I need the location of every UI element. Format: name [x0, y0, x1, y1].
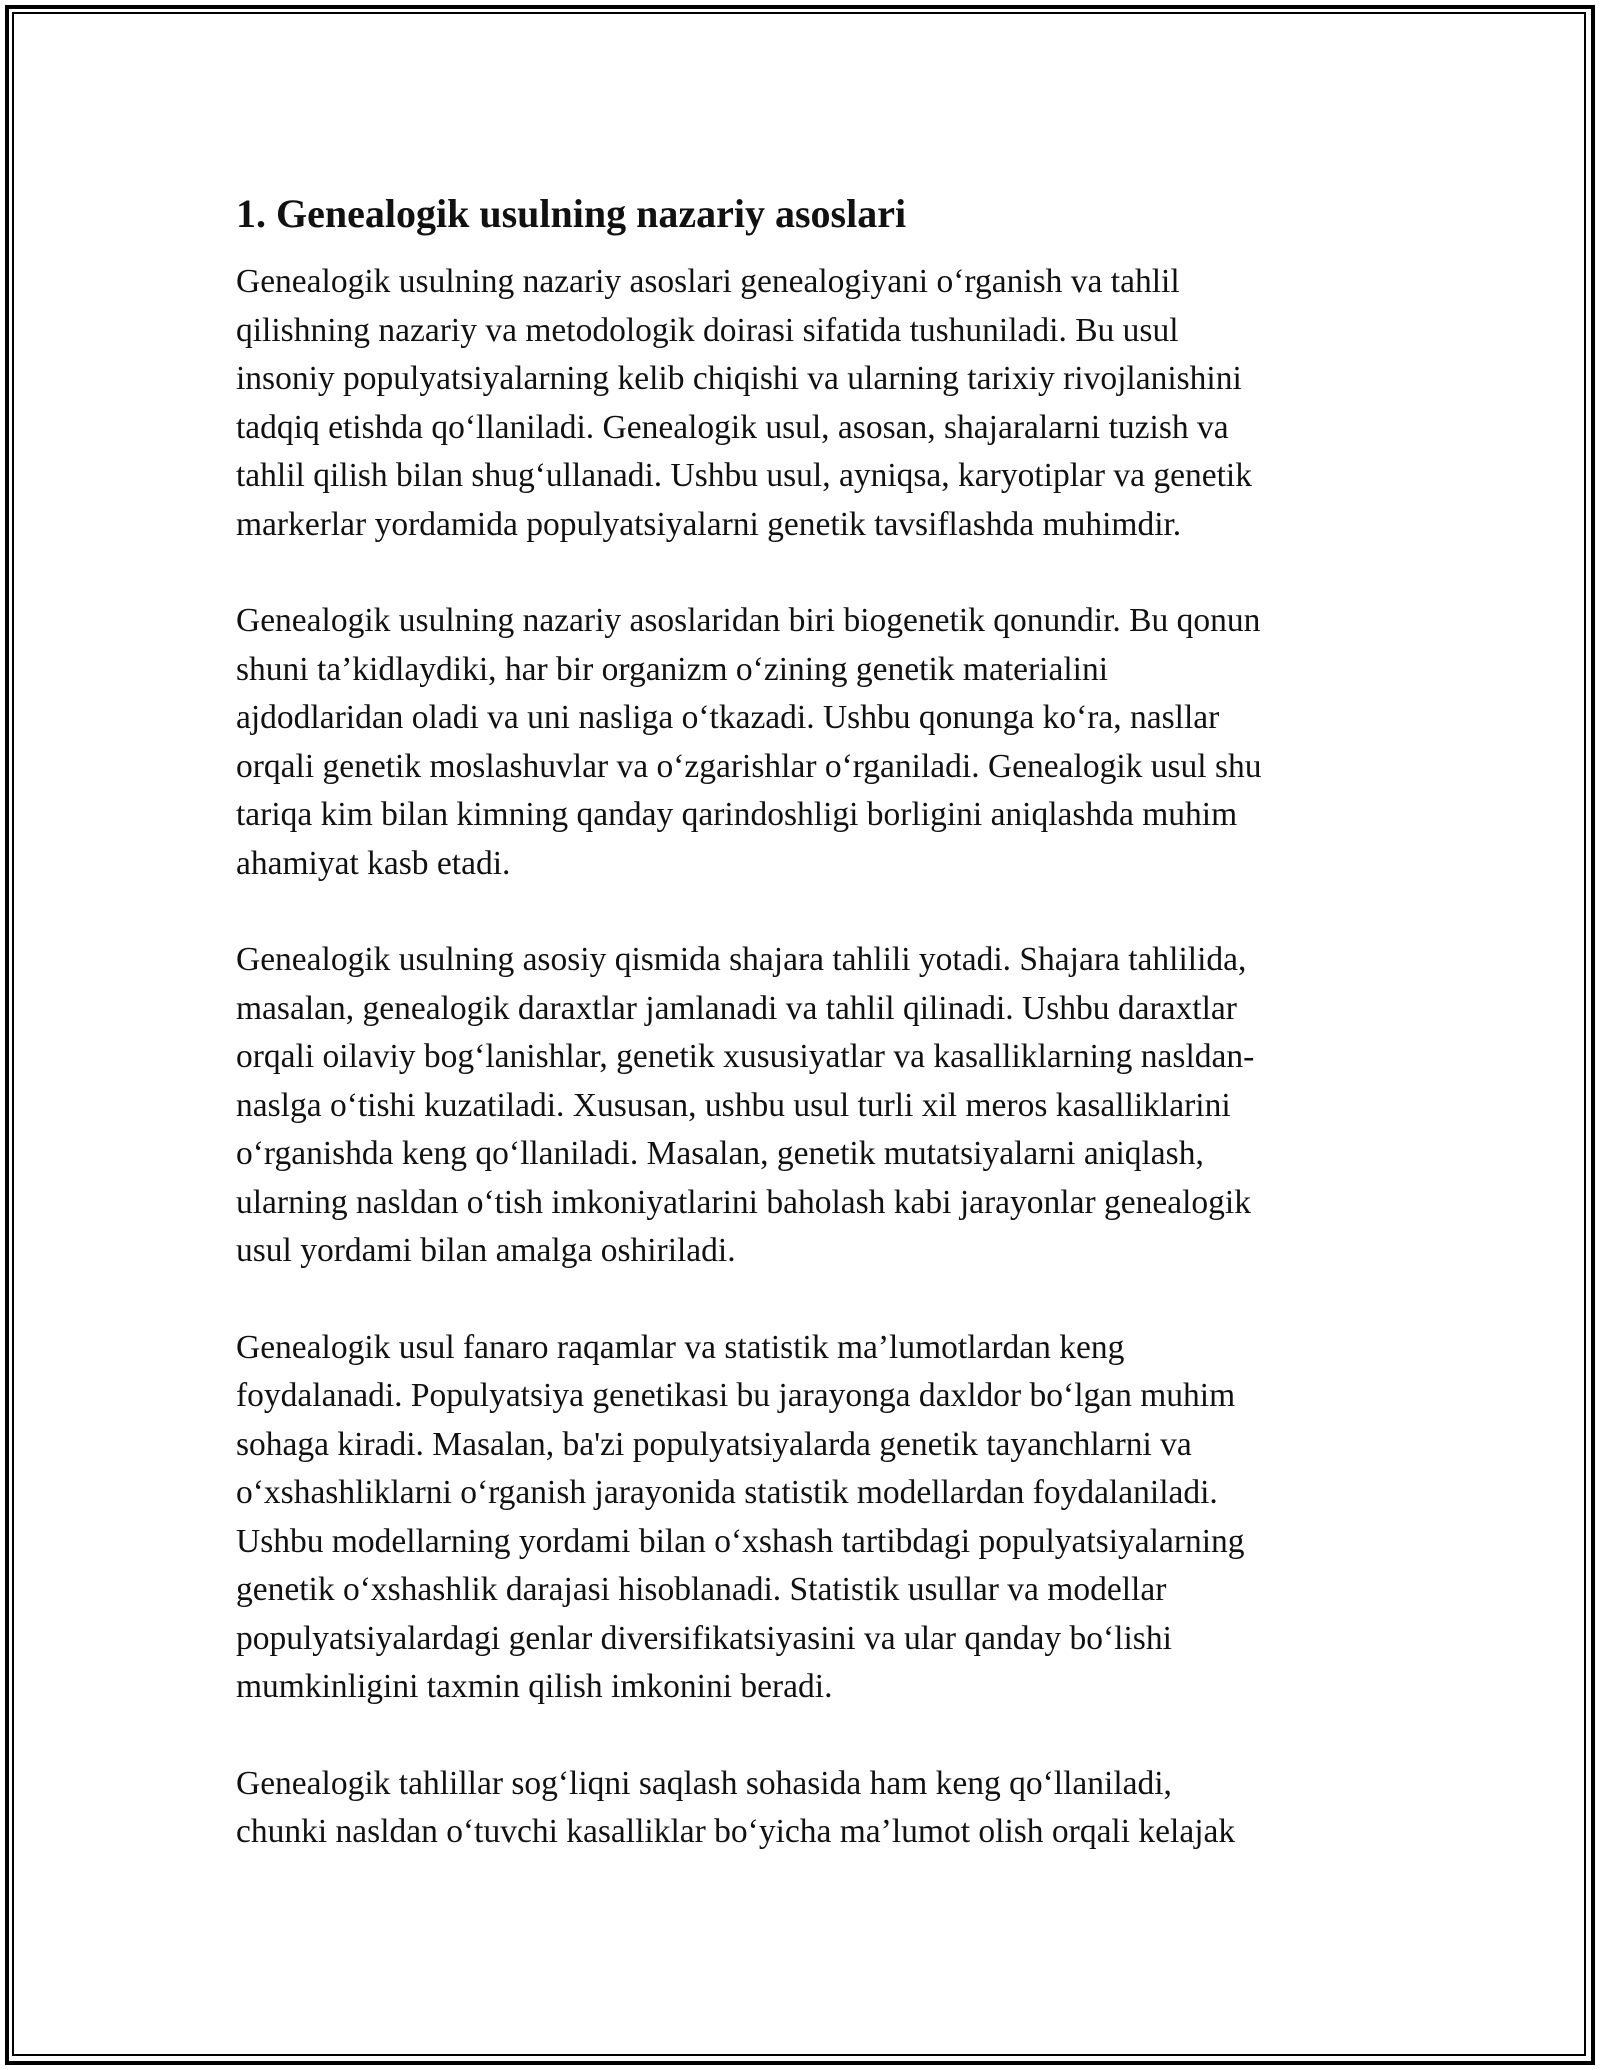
- text-line: usul yordami bilan amalga oshiriladi.: [236, 1232, 736, 1269]
- text-line: foydalanadi. Populyatsiya genetikasi bu jarayonga daxldor bo‘lgan muhim: [236, 1377, 1236, 1414]
- text-line: tadqiq etishda qo‘llaniladi. Genealogik usul, asosan, shajaralarni tuzish va: [236, 408, 1229, 446]
- text-line: Genealogik usulning nazariy asoslari genealogiyani o‘rganish va tahlil: [236, 263, 1180, 300]
- text-line: o‘xshashliklarni o‘rganish jarayonida statistik modellardan foydalaniladi.: [236, 1474, 1218, 1511]
- text-line: Genealogik tahlillar sog‘liqni saqlash sohasida ham keng qo‘llaniladi,: [236, 1764, 1172, 1802]
- text-line: insoniy populyatsiyalarning kelib chiqishi va ularning tarixiy rivojlanishini: [236, 360, 1242, 397]
- text-line: chunki nasldan o‘tuvchi kasalliklar bo‘yicha ma’lumot olish orqali kelajak: [236, 1813, 1236, 1850]
- text-line: masalan, genealogik daraxtlar jamlanadi va tahlil qilinadi. Ushbu daraxtlar: [236, 989, 1237, 1027]
- text-line: markerlar yordamida populyatsiyalarni genetik tavsiflashda muhimdir.: [236, 505, 1182, 543]
- section-heading: 1. Genealogik usulning nazariy asoslari: [236, 191, 907, 236]
- paragraph-3: [236, 936, 1366, 1276]
- text-line: ahamiyat kasb etadi.: [236, 844, 511, 882]
- text-line: shuni ta’kidlaydiki, har bir organizm o‘zining genetik materialini: [236, 650, 1109, 688]
- text-line: ajdodlaridan oladi va uni nasliga o‘tkazadi. Ushbu qonunga ko‘ra, nasllar: [236, 699, 1220, 736]
- text-line: naslga o‘tishi kuzatiladi. Xususan, ushbu usul turli xil meros kasalliklarini: [236, 1086, 1231, 1124]
- text-line: Genealogik usulning asosiy qismida shajara tahlili yotadi. Shajara tahlilida,: [236, 941, 1247, 978]
- text-line: sohaga kiradi. Masalan, ba'zi populyatsiyalarda genetik tayanchlarni va: [236, 1425, 1192, 1463]
- text-line: genetik o‘xshashlik darajasi hisoblanadi. Statistik usullar va modellar: [236, 1571, 1167, 1608]
- text-line: o‘rganishda keng qo‘llaniladi. Masalan, genetik mutatsiyalarni aniqlash,: [236, 1135, 1204, 1172]
- text-line: tahlil qilish bilan shug‘ullanadi. Ushbu usul, ayniqsa, karyotiplar va genetik: [236, 457, 1252, 494]
- paragraph-2: [236, 597, 1366, 888]
- text-line: ularning nasldan o‘tish imkoniyatlarini baholash kabi jarayonlar genealogik: [236, 1183, 1251, 1221]
- text-line: Genealogik usulning nazariy asoslaridan biri biogenetik qonundir. Bu qonun: [236, 602, 1261, 639]
- paragraph-4: [236, 1324, 1366, 1712]
- text-line: mumkinligini taxmin qilish imkonini beradi.: [236, 1668, 833, 1705]
- text-line: Genealogik usul fanaro raqamlar va statistik ma’lumotlardan keng: [236, 1328, 1125, 1366]
- text-line: tariqa kim bilan kimning qanday qarindoshligi borligini aniqlashda muhim: [236, 796, 1238, 833]
- paragraph-1: [236, 258, 1366, 549]
- text-line: Ushbu modellarning yordami bilan o‘xshash tartibdagi populyatsiyalarning: [236, 1522, 1245, 1560]
- text-line: orqali genetik moslashuvlar va o‘zgarishlar o‘rganiladi. Genealogik usul shu: [236, 747, 1262, 785]
- text-line: orqali oilaviy bog‘lanishlar, genetik xususiyatlar va kasalliklarning nasldan-: [236, 1038, 1255, 1075]
- text-line: qilishning nazariy va metodologik doirasi sifatida tushuniladi. Bu usul: [236, 311, 1179, 349]
- paragraph-5: [236, 1760, 1366, 1857]
- document-page: [236, 186, 1366, 1905]
- text-line: populyatsiyalardagi genlar diversifikatsiyasini va ular qanday bo‘lishi: [236, 1619, 1172, 1657]
